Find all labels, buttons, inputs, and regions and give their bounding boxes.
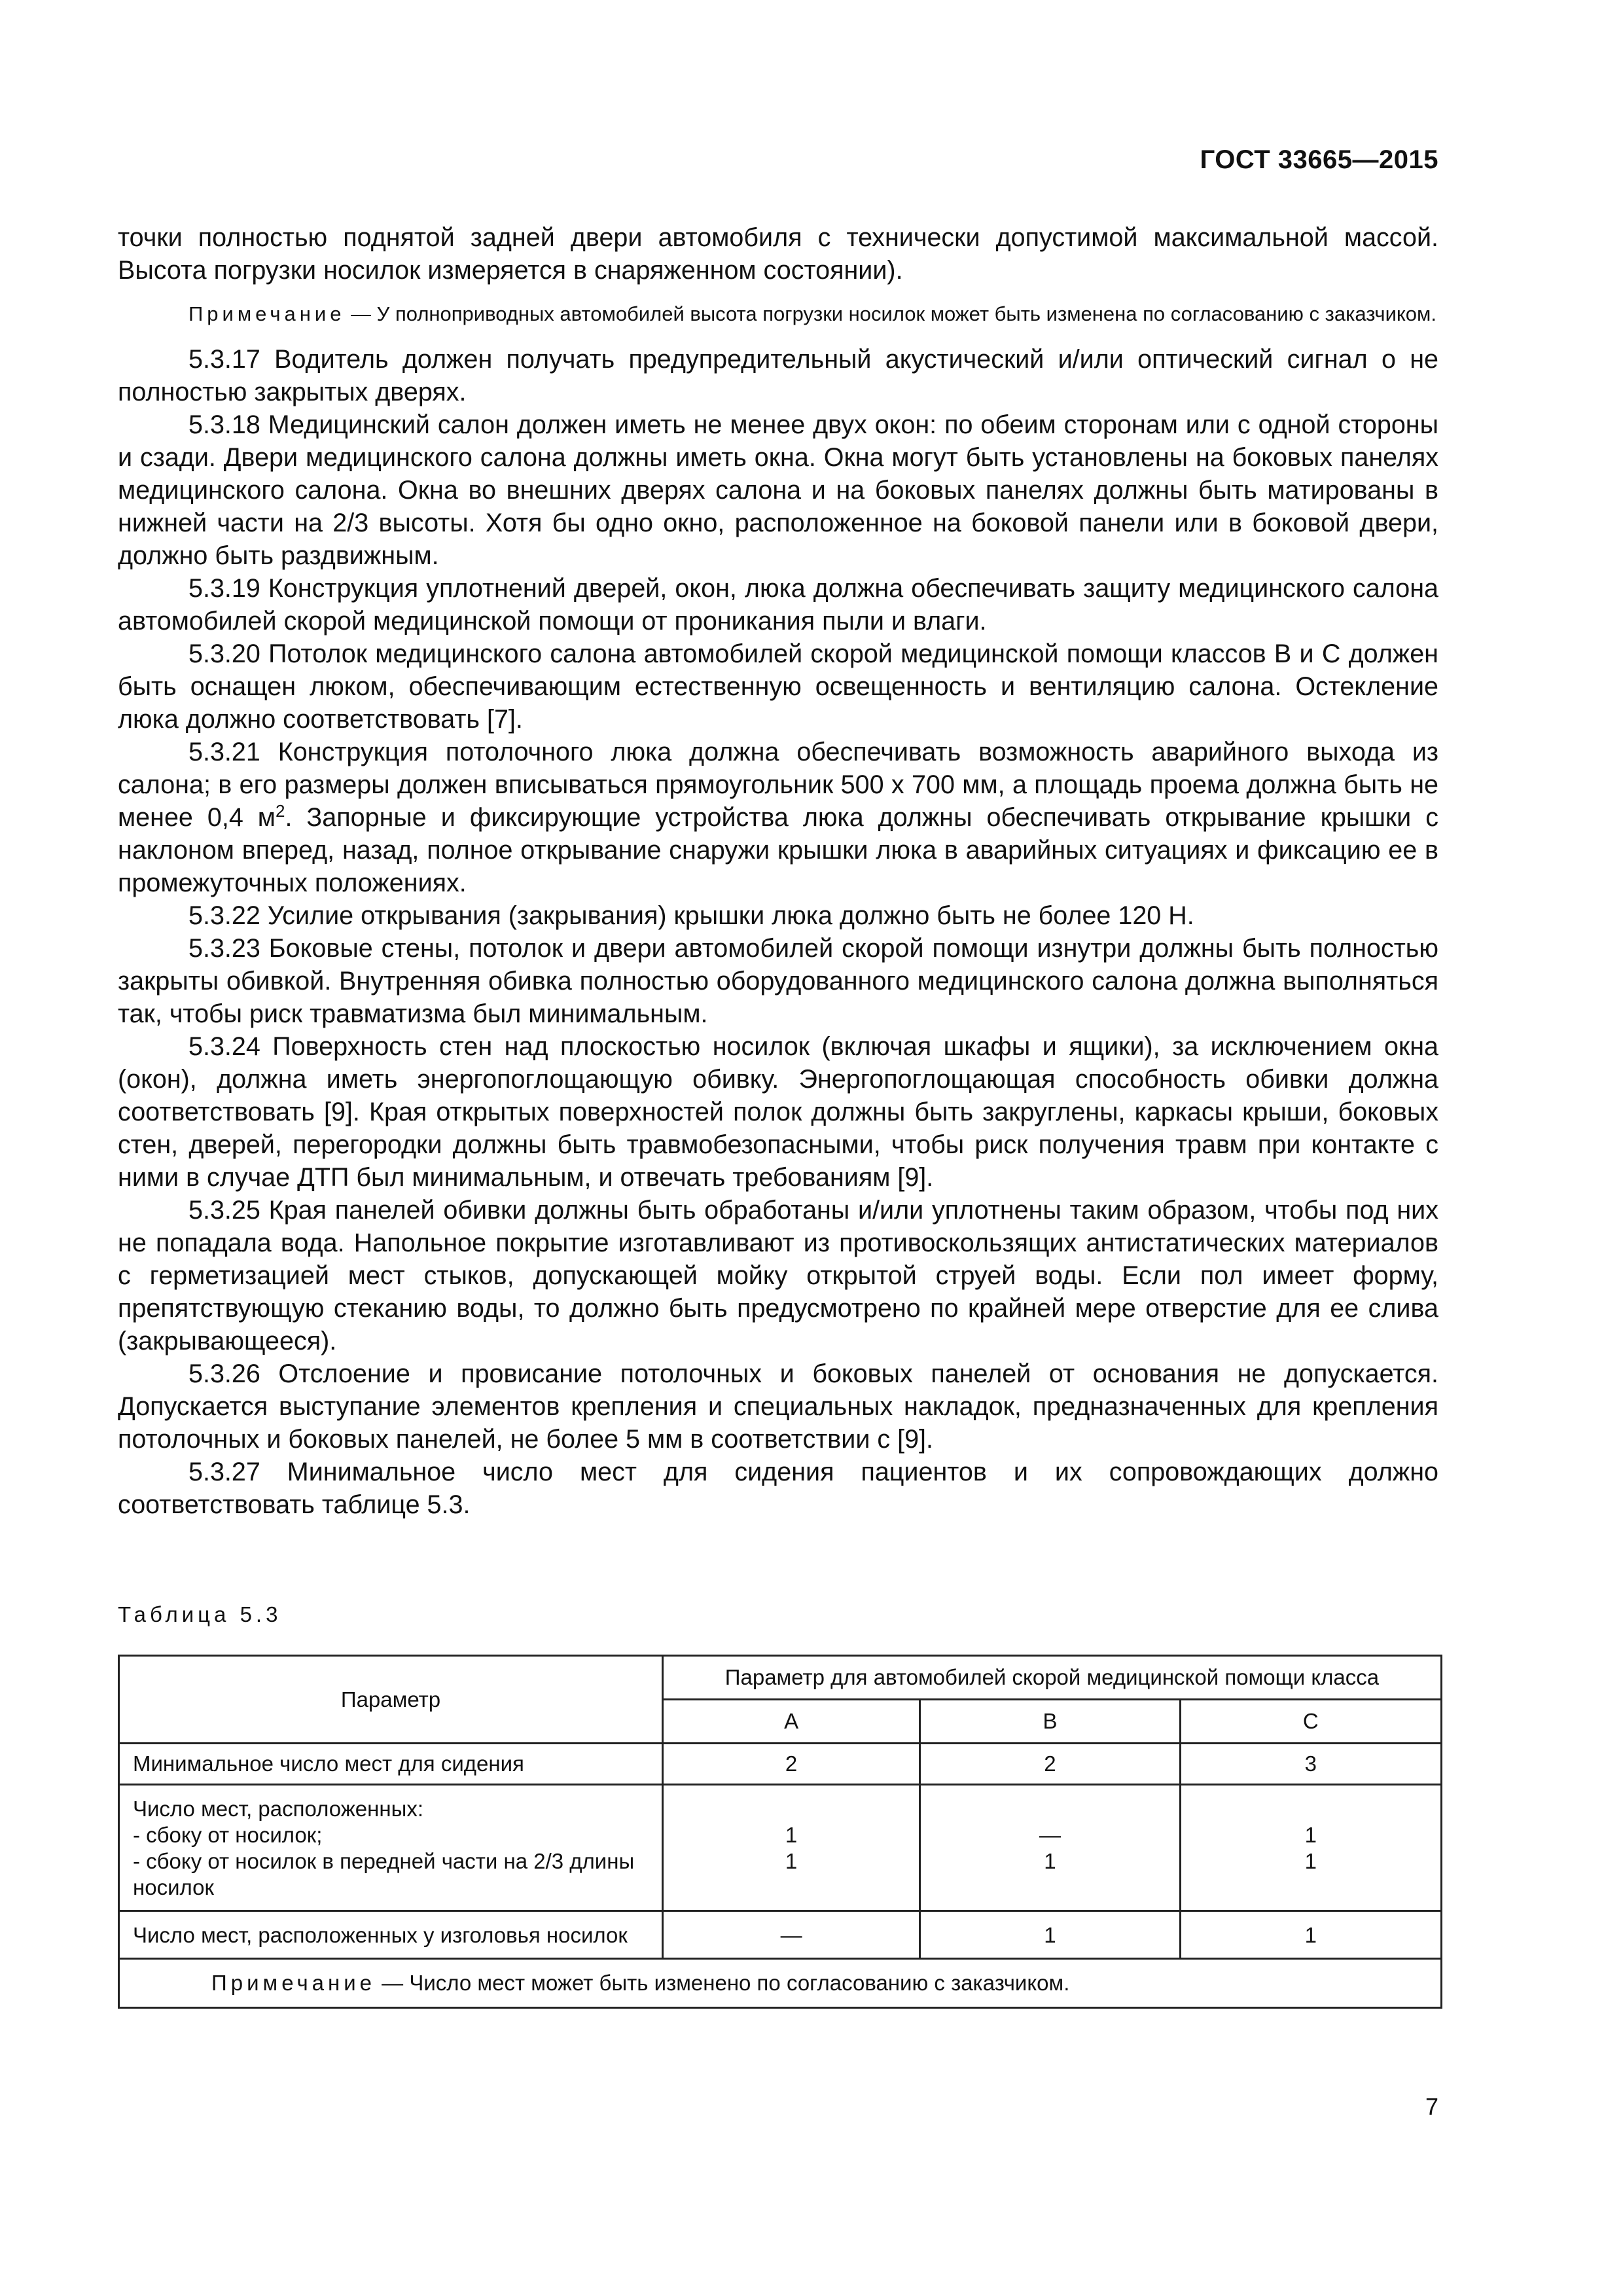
table-row: [119, 1911, 1442, 1959]
cell-c: [1180, 1785, 1441, 1911]
row-label: Минимальное число мест для сидения: [119, 1744, 663, 1785]
cell-a: —: [662, 1911, 919, 1959]
table-row: [119, 1744, 1442, 1785]
table-note: [119, 1959, 1442, 2008]
note-paragraph: [118, 301, 1438, 327]
clause-5-3-21-part1: 5.3.21 Конструкция потолочного люка должна обеспечивать возможность аварийного выхода из салона; в его размеры должен вписываться прямоугольник 500 х 700 мм, а площадь проема должна быть не менее 0,4 м: [118, 738, 1438, 832]
body-text: [118, 221, 1438, 1521]
table-row: [119, 1785, 1442, 1911]
table-note-row: [119, 1959, 1442, 2008]
seats-table: [118, 1655, 1442, 2009]
note-label: Примечание: [188, 302, 346, 325]
cell-b: [920, 1785, 1180, 1911]
row-label: Число мест, расположенных у изголовья носилок: [119, 1911, 663, 1959]
cell-value: 1: [1044, 1849, 1056, 1873]
cell-value: 1: [1304, 1823, 1317, 1847]
clause-5-3-27: 5.3.27 Минимальное число мест для сидения пациентов и их сопровождающих должно соответствовать таблице 5.3.: [118, 1458, 1438, 1519]
table-caption: [118, 1602, 281, 1627]
header-class-group: Параметр для автомобилей скорой медицинской помощи класса: [662, 1656, 1441, 1700]
clause-5-3-18: 5.3.18 Медицинский салон должен иметь не менее двух окон: по обеим сторонам или с одной стороны и сзади. Двери медицинского салона должны иметь окна. Окна могут быть установлены на боковых панелях медицинского салона. Окна во внешних дверях салона и на боковых панелях должны быть матированы в нижней части на 2/3 высоты. Хотя бы одно окно, расположенное на боковой панели или в боковой двери, должно быть раздвижным.: [118, 410, 1438, 570]
clause-5-3-23: 5.3.23 Боковые стены, потолок и двери автомобилей скорой помощи изнутри должны быть полностью закрыты обивкой. Внутренняя обивка полностью оборудованного медицинского салона должна выполняться так, чтобы риск травматизма был минимальным.: [118, 934, 1438, 1028]
clause-5-3-24: 5.3.24 Поверхность стен над плоскостью носилок (включая шкафы и ящики), за исключением окна (окон), должна иметь энергопоглощающую обивку. Энергопоглощающая способность обивки должна соответствовать [9]. Края открытых поверхностей полок должны быть закруглены, каркасы крыши, боковых стен, дверей, перегородки должны быть травмобезопасными, чтобы риск получения травм при контакте с ними в случае ДТП был минимальным, и отвечать требованиям [9].: [118, 1032, 1438, 1192]
document-code: ГОСТ 33665—2015: [1200, 145, 1438, 174]
cell-value: —: [1039, 1823, 1061, 1847]
clause-5-3-21-part2: . Запорные и фиксирующие устройства люка должны обеспечивать открывание крышки с наклоном вперед, назад, полное открывание снаружи крышки люка в аварийных ситуациях и фиксацию ее в промежуточных положениях.: [118, 803, 1439, 897]
header-class-a: А: [662, 1700, 919, 1744]
row-label: [119, 1785, 663, 1911]
clause-5-3-19: 5.3.19 Конструкция уплотнений дверей, окон, люка должна обеспечивать защиту медицинского салона автомобилей скорой медицинской помощи от проникания пыли и влаги.: [118, 574, 1438, 636]
clause-5-3-20: 5.3.20 Потолок медицинского салона автомобилей скорой медицинской помощи классов В и С должен быть оснащен люком, обеспечивающим естественную освещенность и вентиляцию салона. Остекление люка должно соответствовать [7].: [118, 639, 1438, 734]
cell-a: [662, 1785, 919, 1911]
cell-b: 1: [920, 1911, 1180, 1959]
row-label-line: - сбоку от носилок в передней части на 2/3 длины носилок: [133, 1849, 635, 1899]
note-text: — У полноприводных автомобилей высота погрузки носилок может быть изменена по согласованию с заказчиком.: [345, 302, 1436, 325]
clause-5-3-26: 5.3.26 Отслоение и провисание потолочных и боковых панелей от основания не допускается. Допускается выступание элементов крепления и специальных накладок, предназначенных для крепления потолочных и боковых панелей, не более 5 мм в соответствии с [9].: [118, 1359, 1438, 1454]
cell-c: 3: [1180, 1744, 1441, 1785]
row-label-line: - сбоку от носилок;: [133, 1823, 323, 1847]
table-note-text: — Число мест может быть изменено по согласованию с заказчиком.: [376, 1971, 1070, 1995]
cell-b: 2: [920, 1744, 1180, 1785]
header-class-c: С: [1180, 1700, 1441, 1744]
cell-a: 2: [662, 1744, 919, 1785]
cell-value: 1: [785, 1823, 798, 1847]
header-parameter: Параметр: [119, 1656, 663, 1744]
page-number: 7: [1425, 2093, 1438, 2120]
clause-5-3-21: [118, 736, 1438, 899]
clause-5-3-22: 5.3.22 Усилие открывания (закрывания) крышки люка должно быть не более 120 Н.: [188, 901, 1194, 930]
table-caption-number: 5.3: [240, 1602, 282, 1626]
clause-5-3-17: 5.3.17 Водитель должен получать предупредительный акустический и/или оптический сигнал о не полностью закрытых дверях.: [118, 345, 1438, 406]
cell-value: 1: [1304, 1849, 1317, 1873]
table-note-label: Примечание: [211, 1971, 376, 1995]
row-label-line: Число мест, расположенных:: [133, 1797, 423, 1821]
table-header-row: [119, 1656, 1442, 1700]
superscript-2: 2: [275, 801, 285, 821]
cell-value: 1: [785, 1849, 798, 1873]
table-caption-label: Таблица: [118, 1602, 230, 1626]
clause-5-3-25: 5.3.25 Края панелей обивки должны быть обработаны и/или уплотнены таким образом, чтобы под них не попадала вода. Напольное покрытие изготавливают из противоскользящих антистатических материалов с герметизацией мест стыков, допускающей мойку открытой струей воды. Если пол имеет форму, препятствующую стеканию воды, то должно быть предусмотрено по крайней мере отверстие для ее слива (закрывающееся).: [118, 1196, 1438, 1355]
cell-c: 1: [1180, 1911, 1441, 1959]
paragraph-continuation: точки полностью поднятой задней двери автомобиля с технически допустимой максимальной массой. Высота погрузки носилок измеряется в снаряженном состоянии).: [118, 223, 1438, 285]
header-class-b: В: [920, 1700, 1180, 1744]
